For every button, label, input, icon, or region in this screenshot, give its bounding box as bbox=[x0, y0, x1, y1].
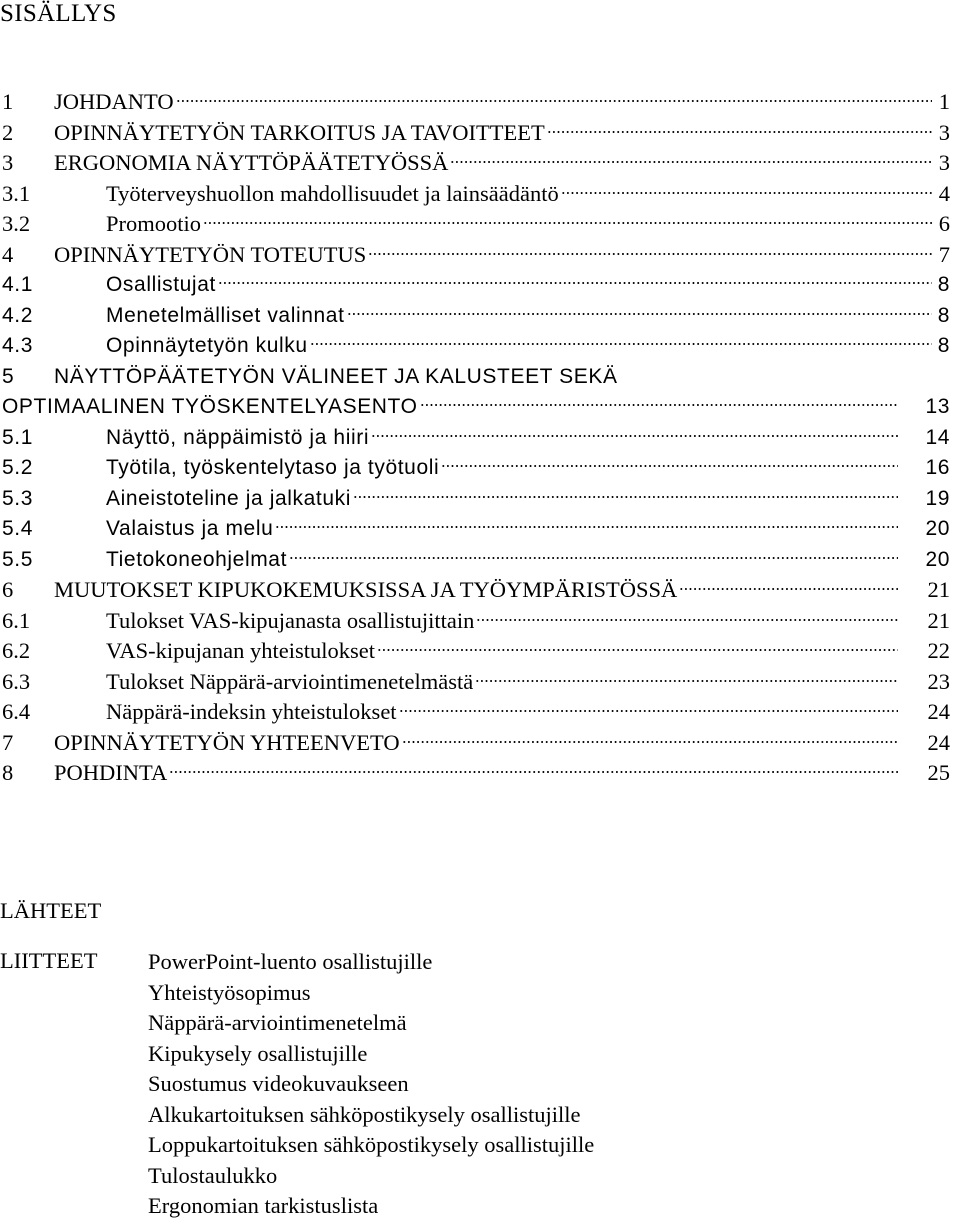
toc-entry[interactable] bbox=[2, 392, 960, 423]
toc-entry[interactable] bbox=[2, 423, 960, 454]
toc-entry-page: 8 bbox=[937, 334, 950, 357]
dot-leader bbox=[310, 340, 932, 346]
toc-entry[interactable] bbox=[2, 697, 960, 728]
toc-entry-title: ERGONOMIA NÄYTTÖPÄÄTETYÖSSÄ bbox=[54, 150, 449, 175]
dot-leader bbox=[203, 219, 932, 225]
toc-entry-page: 22 bbox=[927, 638, 950, 663]
toc-entry-page: 20 bbox=[925, 517, 950, 540]
toc-entry-title: OPINNÄYTETYÖN TARKOITUS JA TAVOITTEET bbox=[54, 119, 545, 145]
dot-leader bbox=[347, 310, 932, 316]
toc-entry-number: 3.1 bbox=[2, 180, 31, 206]
toc-entry-title: POHDINTA bbox=[54, 760, 168, 785]
toc-entry-number: 4.1 bbox=[2, 273, 33, 296]
toc-entry-number: 7 bbox=[2, 729, 14, 755]
toc-entry-page: 24 bbox=[927, 729, 950, 755]
toc-entry-number: 4.2 bbox=[2, 303, 33, 327]
dot-leader bbox=[476, 616, 898, 622]
toc-entry-title: Aineistoteline ja jalkatuki bbox=[106, 486, 351, 510]
appendix-item: PowerPoint-luento osallistujille bbox=[148, 949, 433, 974]
toc-entry[interactable] bbox=[2, 667, 960, 698]
toc-entry-page: 6 bbox=[938, 211, 950, 236]
toc-entry-number: 5.5 bbox=[2, 547, 33, 571]
toc-entry-page: 1 bbox=[938, 89, 950, 114]
appendices-heading: LIITTEET bbox=[0, 948, 98, 973]
dot-leader bbox=[169, 768, 898, 774]
toc-entry-number: 6 bbox=[2, 577, 14, 602]
toc-entry[interactable] bbox=[2, 209, 960, 240]
toc-entry-number: 4 bbox=[2, 241, 14, 267]
toc-entry[interactable] bbox=[2, 545, 960, 576]
toc-entry-page: 8 bbox=[937, 303, 950, 327]
dot-leader bbox=[561, 189, 932, 195]
toc-entry-page: 20 bbox=[925, 547, 950, 571]
dot-leader bbox=[420, 401, 898, 407]
toc-entry-number: 6.3 bbox=[2, 668, 31, 694]
toc-entry-page: 7 bbox=[938, 241, 950, 267]
dot-leader bbox=[377, 646, 898, 652]
toc-entry-title: Valaistus ja melu bbox=[106, 517, 274, 540]
appendix-list bbox=[148, 947, 594, 1222]
appendix-item: Loppukartoituksen sähköpostikysely osallistujille bbox=[148, 1132, 595, 1157]
toc-entry-number: 2 bbox=[2, 119, 14, 145]
toc-entry[interactable] bbox=[2, 575, 960, 606]
toc-entry-page: 21 bbox=[927, 607, 950, 633]
dot-leader bbox=[218, 279, 932, 285]
toc-entry-number: 3 bbox=[2, 150, 14, 175]
toc-entry-title: Työtila, työskentelytaso ja työtuoli bbox=[106, 456, 440, 479]
toc-entry[interactable] bbox=[2, 118, 960, 149]
dot-leader bbox=[289, 554, 898, 560]
table-of-contents bbox=[2, 87, 960, 789]
appendix-item: Kipukysely osallistujille bbox=[148, 1040, 368, 1066]
toc-entry[interactable] bbox=[2, 362, 960, 393]
toc-entry-page: 24 bbox=[927, 699, 950, 724]
toc-entry-number: 5.3 bbox=[2, 486, 33, 510]
toc-entry-title: Näppärä-indeksin yhteistulokset bbox=[106, 699, 397, 724]
toc-entry-title: Promootio bbox=[106, 211, 202, 236]
toc-entry-title: JOHDANTO bbox=[54, 89, 174, 114]
toc-entry-page: 4 bbox=[938, 180, 950, 206]
toc-entry[interactable] bbox=[2, 636, 960, 667]
dot-leader bbox=[402, 738, 898, 744]
toc-entry-page: 21 bbox=[927, 577, 950, 602]
dot-leader bbox=[275, 523, 898, 529]
toc-entry-title: Tulokset Näppärä-arviointimenetelmästä bbox=[106, 668, 474, 694]
dot-leader bbox=[547, 128, 932, 134]
toc-entry-page: 13 bbox=[925, 395, 950, 418]
references-heading: LÄHTEET bbox=[0, 898, 102, 923]
toc-entry[interactable] bbox=[2, 87, 960, 118]
toc-entry-title: Opinnäytetyön kulku bbox=[106, 334, 308, 357]
toc-entry[interactable] bbox=[2, 148, 960, 179]
toc-entry[interactable] bbox=[2, 728, 960, 759]
toc-entry[interactable] bbox=[2, 758, 960, 789]
toc-entry-number: 5.1 bbox=[2, 425, 33, 449]
toc-entry[interactable] bbox=[2, 453, 960, 484]
dot-leader bbox=[371, 432, 898, 438]
toc-entry-title: Näyttö, näppäimistö ja hiiri bbox=[106, 425, 370, 449]
toc-entry[interactable] bbox=[2, 240, 960, 271]
toc-entry-page: 23 bbox=[927, 668, 950, 694]
toc-entry-title: VAS-kipujanan yhteistulokset bbox=[106, 638, 375, 663]
appendix-item: Suostumus videokuvaukseen bbox=[148, 1071, 409, 1096]
toc-entry-number: 6.4 bbox=[2, 699, 31, 724]
toc-entry-page: 19 bbox=[925, 486, 950, 510]
toc-entry-number: 4.3 bbox=[2, 334, 33, 357]
toc-entry-number: 5.2 bbox=[2, 456, 33, 479]
toc-entry[interactable] bbox=[2, 514, 960, 545]
toc-entry-number: 6.2 bbox=[2, 638, 31, 663]
dot-leader bbox=[353, 493, 898, 499]
toc-entry-page: 16 bbox=[925, 456, 950, 479]
toc-entry-title: Osallistujat bbox=[106, 273, 216, 296]
dot-leader bbox=[368, 250, 932, 256]
appendix-item: Ergonomian tarkistuslista bbox=[148, 1193, 379, 1218]
toc-entry-number: 3.2 bbox=[2, 211, 31, 236]
appendix-item: Tulostaulukko bbox=[148, 1162, 278, 1188]
toc-entry-title: Menetelmälliset valinnat bbox=[106, 303, 345, 327]
dot-leader bbox=[399, 707, 898, 713]
toc-entry-number: 6.1 bbox=[2, 607, 31, 633]
toc-entry[interactable] bbox=[2, 179, 960, 210]
toc-entry[interactable] bbox=[2, 331, 960, 362]
appendix-item: Näppärä-arviointimenetelmä bbox=[148, 1010, 407, 1035]
toc-entry-title: Tietokoneohjelmat bbox=[106, 547, 288, 571]
dot-leader bbox=[441, 462, 898, 468]
toc-entry-title: OPINNÄYTETYÖN YHTEENVETO bbox=[54, 729, 400, 755]
toc-entry-number: 8 bbox=[2, 760, 14, 785]
toc-entry-page: 3 bbox=[938, 150, 950, 175]
dot-leader bbox=[450, 158, 932, 164]
page-title: SISÄLLYS bbox=[0, 0, 117, 27]
appendix-item: Yhteistyösopimus bbox=[148, 979, 311, 1005]
toc-entry-title: Työterveyshuollon mahdollisuudet ja lainsäädäntö bbox=[106, 180, 559, 206]
toc-entry-page: 14 bbox=[925, 425, 950, 449]
toc-entry-title: Tulokset VAS-kipujanasta osallistujittain bbox=[106, 607, 475, 633]
toc-entry-page: 25 bbox=[927, 760, 950, 785]
appendix-item: Alkukartoituksen sähköpostikysely osallistujille bbox=[148, 1101, 581, 1127]
toc-entry-title: NÄYTTÖPÄÄTETYÖN VÄLINEET JA KALUSTEET SEKÄ bbox=[54, 364, 618, 388]
dot-leader bbox=[475, 677, 898, 683]
toc-entry-number: 5 bbox=[2, 364, 15, 388]
toc-entry-number: 1 bbox=[2, 89, 14, 114]
toc-entry[interactable] bbox=[2, 270, 960, 301]
toc-entry-title: OPINNÄYTETYÖN TOTEUTUS bbox=[54, 241, 367, 267]
dot-leader bbox=[679, 585, 898, 591]
toc-entry-number: 5.4 bbox=[2, 517, 33, 540]
toc-entry-title: OPTIMAALINEN TYÖSKENTELYASENTO bbox=[2, 395, 418, 418]
dot-leader bbox=[176, 97, 932, 103]
toc-entry[interactable] bbox=[2, 606, 960, 637]
toc-entry[interactable] bbox=[2, 301, 960, 332]
toc-entry-title: MUUTOKSET KIPUKOKEMUKSISSA JA TYÖYMPÄRISTÖSSÄ bbox=[54, 577, 678, 602]
toc-entry[interactable] bbox=[2, 484, 960, 515]
toc-entry-page: 3 bbox=[938, 119, 950, 145]
toc-entry-page: 8 bbox=[937, 273, 950, 296]
